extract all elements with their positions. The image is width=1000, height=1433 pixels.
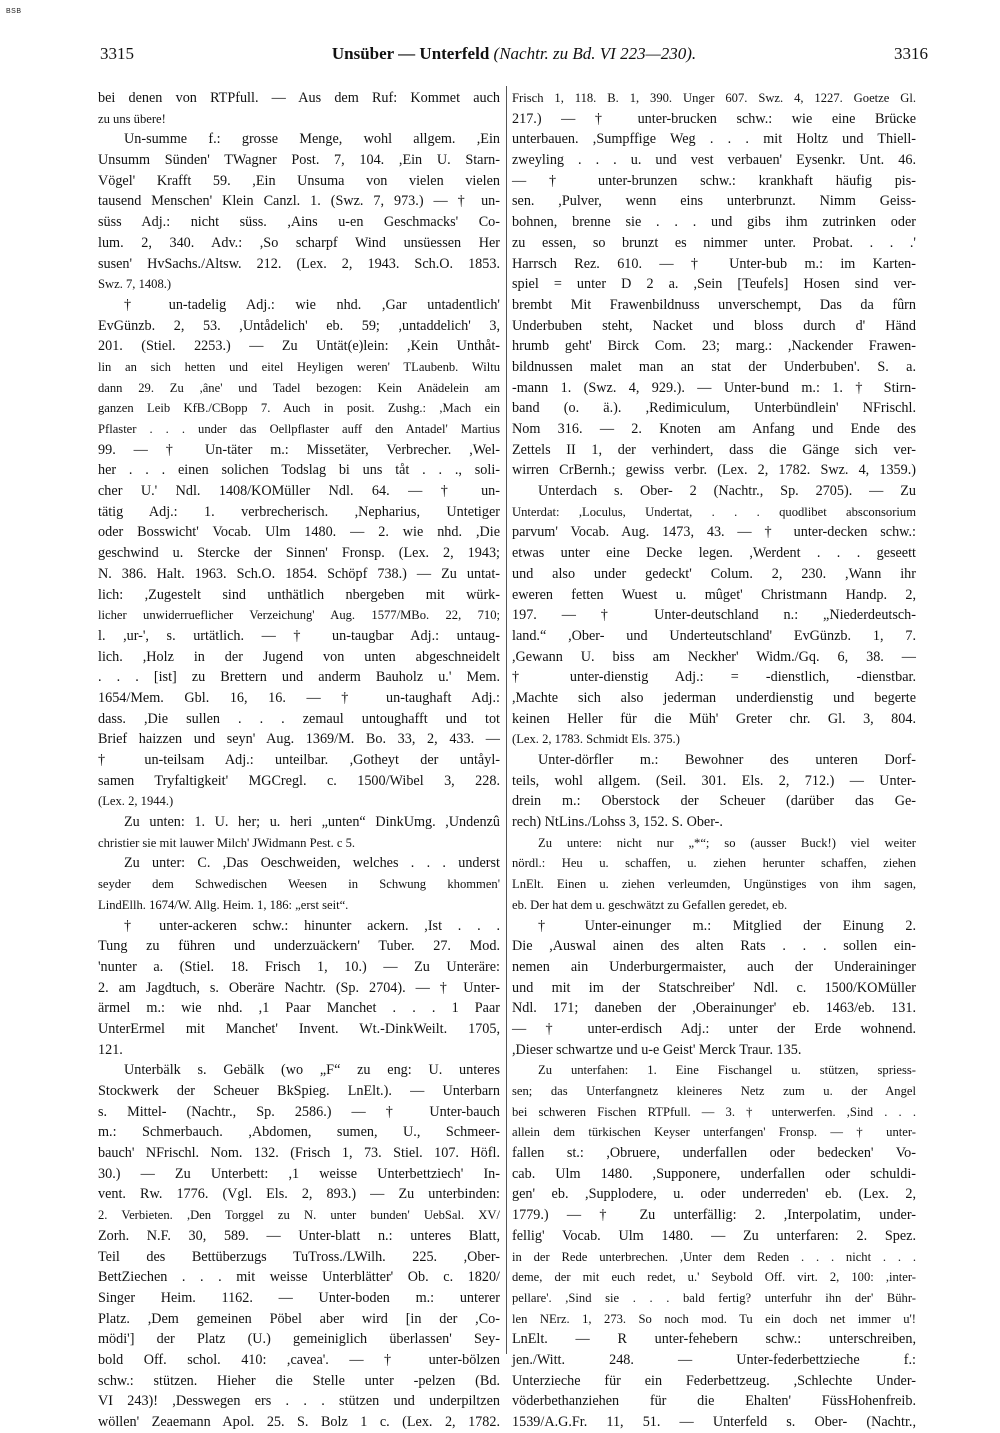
right-column-line: LnElt. — R unter-fehebern schw.: unterschreiben, <box>512 1331 916 1348</box>
left-column-line: 99. — † Un-täter m.: Missetäter, Verbrecher. ,Wel- <box>98 441 500 458</box>
left-column-line: Zu unten: 1. U. her; u. heri „unten“ DinkUmg. ,Undenzû <box>124 814 500 831</box>
left-column-line: vent. Rw. 1776. (Vgl. Els. 2, 893.) — Zu unterbinden: <box>98 1186 500 1203</box>
right-column-line: wirren CrBernh.; gewiss verbr. (Lex. 2, 1782. Swz. 4, 1359.) <box>512 462 916 479</box>
right-column-line: Unter-dörfler m.: Bewohner des unteren Dorf- <box>538 752 916 768</box>
left-column-line: wöllen' Zeaemann Apol. 25. S. Bolz 1 c. (Lex. 2, 1782. <box>98 1414 500 1430</box>
left-column-line: tausend Menschen' Klein Canzl. 1. (Swz. 7, 973.) — † un- <box>98 193 500 210</box>
left-column-line: 2. Verbieten. ,Den Torggel zu N. unter bunden' UebSal. XV/ <box>98 1208 500 1223</box>
right-column-line: Underbuben steht, Nacket und bloss durch d' Händ <box>512 317 916 334</box>
right-column-line: Zettels II 1, der verhindert, dass die Gänge sich ver- <box>512 441 916 458</box>
right-column-line: 1539/A.G.Fr. 11, 51. — Unterfeld s. Ober- (Nachtr., <box>512 1414 916 1430</box>
left-column-line: zu uns übere! <box>98 111 166 126</box>
left-column-line: schw.: stützen. Hieher die Stelle unter -pelzen (Bd. <box>98 1372 500 1389</box>
left-column-line: Stockwerk der Scheuer BkSpieg. LnElt.). — Unterbarn <box>98 1083 500 1099</box>
left-column-line: † un-teilsam Adj.: unteilbar. ,Gotheyt der untåyl- <box>98 752 500 768</box>
left-column-line: Tung zu führen und underzuäckern' Tuber. 27. Mod. <box>98 938 500 955</box>
left-column-line: cher U.' Ndl. 1408/KOMüller Ndl. 64. — † un- <box>98 483 500 500</box>
right-column-line: etwas unter eine Decke legen. ,Werdent . . . geseett <box>512 545 916 562</box>
right-column-line: pellare'. ,Sind sie . . . bald fertig? unterfuhr ihn der' Bühr- <box>512 1290 916 1305</box>
left-column-line: dann 29. Zu ,âne' und Tadel bezogen: Kein Anädelein am <box>98 380 500 395</box>
right-column-line: Unterdat: ,Loculus, Undertat, . . . quodlibet absconsorium <box>512 504 916 519</box>
right-column-line: ,Machte sich also jederman underdienstig und begerte <box>512 689 916 706</box>
left-column-line: bold Off. schol. 410: ,cavea'. — † unter-bölzen <box>98 1351 500 1368</box>
right-column-line: rech) NtLins./Lohss 3, 152. S. Ober-. <box>512 814 723 831</box>
left-column-line: ganzen Leib KfB./CBopp 7. Auch in posit. Zushg.: ,Mach ein <box>98 401 500 416</box>
left-column-line: Unterbälk s. Gebälk (wo „F“ zu eng: U. unteres <box>124 1062 500 1079</box>
left-column-line: Un-summe f.: grosse Menge, wohl allgem. ,Ein <box>124 131 500 148</box>
right-column-line: und also under gedeckt' Colum. 2, 230. ,Wann ihr <box>512 565 916 582</box>
right-column-line: fellig' Vocab. Ulm 1480. — Zu unterfaren: 2. Spez. <box>512 1227 916 1244</box>
left-column-line: susen' HvSachs./Altsw. 212. (Lex. 2, 1943. Sch.O. 1853. <box>98 255 500 272</box>
left-column-line: Unsumm Sünden' TWagner Post. 7, 104. ,Ein U. Starn- <box>98 152 500 169</box>
right-column-line: (Lex. 2, 1783. Schmidt Els. 375.) <box>512 732 680 747</box>
left-column-line: bauch' NFrischl. Nom. 132. (Frisch 1, 73. Stiel. 107. Höfl. <box>98 1145 500 1162</box>
right-column-line: nemen ain Underburgermaister, auch der Underaininger <box>512 958 916 975</box>
left-column-line: EvGünzb. 2, 53. ,Untådelich' eb. 59; ,untaddelich' 3, <box>98 317 500 334</box>
left-column-line: BettZiechen . . . mit weisse Unterblätter' Ob. c. 1820/ <box>98 1269 500 1286</box>
left-column-line: Platz. ,Dem gemeinen Pöbel aber wird [in der ,Co- <box>98 1310 500 1327</box>
right-column-line: eweren fetten Wuest u. mûget' Christmann Handp. 2, <box>512 586 916 603</box>
running-title-main: Unsüber — Unterfeld <box>331 44 490 63</box>
left-column-line: Vögel' Krafft 59. ,Ein Unsuma von vielen vielen <box>98 172 500 189</box>
left-column-line: . . . [ist] zu Brettern und anderm Bauholz u.' Mem. <box>98 669 500 686</box>
left-column-line: Swz. 7, 1408.) <box>98 277 172 292</box>
left-column-line: m.: Schmerbauch. ,Abdomen, sumen, U., Schmeer- <box>98 1124 500 1141</box>
left-column-line: UnterErmel mit Manchet' Invent. Wt.-DinkWeilt. 1705, <box>98 1020 500 1037</box>
left-column-line: lin an sich hetten und eitel Heyligen weren' TLaubenb. Wiltu <box>98 359 500 374</box>
right-column-line: fallen st.: ,Obruere, underfallen oder bedecken' Vo- <box>512 1145 916 1162</box>
left-column-line: VI 243)! ,Desswegen ers . . . stützen und underpiltzen <box>98 1393 500 1410</box>
right-column-line: eb. Der hat dem u. geschwätzt zu Gefallen geredet, eb. <box>512 897 788 912</box>
page-header <box>100 44 928 66</box>
left-column-line: l. ,ur-', s. urtätlich. — † un-taugbar Adj.: untaug- <box>98 627 500 644</box>
left-column-line: seyder dem Schwedischen Weesen in Schwung khommen' <box>98 877 500 892</box>
right-column-line: land.“ ,Ober- und Underteutschland' EvGünzb. 1, 7. <box>512 627 916 644</box>
right-column-line: len NErz. 1, 273. So noch mod. Tu ein doch net immer u'! <box>512 1311 916 1326</box>
right-column-line: — † unter-erdisch Adj.: unter der Erde wohnend. <box>512 1020 916 1037</box>
right-column-line: drein m.: Oberstock der Scheuer (darüber das Ge- <box>512 793 916 810</box>
right-column-line: zweyling . . . u. und vest verbauen' Eysenkr. Unt. 46. <box>512 152 916 169</box>
left-column-line: dass. ,Die sullen . . . zemaul untoughafft und tot <box>98 710 500 727</box>
left-column-line: geschwind u. Stercke der Sinnen' Fronsp. (Lex. 2, 1943; <box>98 545 500 562</box>
right-column-line: bei schweren Fischen RTPfull. — 3. † unterwerfen. ,Sind . . . <box>512 1104 916 1119</box>
left-column-line: oder Bosswicht' Vocab. Ulm 1480. — 2. wie nhd. ,Die <box>98 524 500 541</box>
left-column <box>98 88 500 1433</box>
right-column-line: gen' eb. ,Supplodere, u. oder underreden' eb. (Lex. 2, <box>512 1186 916 1203</box>
left-column-line: licher unwiderrueflicher Verzeichung' Aug. 1577/MBo. 22, 710; <box>98 608 500 623</box>
left-column-line: 30.) — Zu Unterbett: ,1 weisse Unterbettziech' In- <box>98 1165 500 1182</box>
right-column-line: Zu untere: nicht nur „*“; so (ausser Buck!) viel weiter <box>538 835 916 850</box>
left-column-line: Brief haizzen und seyn' Aug. 1369/M. Bo. 33, 2, 433. — <box>98 731 500 748</box>
right-column-line: brembt Mit Frawenbildnuss unverschempt, Das da fûrn <box>512 296 916 313</box>
right-column-line: Die ,Auswal ainen des alten Rats . . . sollen ein- <box>512 938 916 955</box>
right-column-line: unterbauen. ,Sumpffige Weg . . . mit Holtz und Thiell- <box>512 131 916 148</box>
left-column-line: 1654/Mem. Gbl. 16, 16. — † un-taughaft Adj.: <box>98 689 500 706</box>
right-column-line: hrumb geht' Birck Com. 23; marg.: ,Nackender Frawen- <box>512 338 916 355</box>
library-corner-mark: BSB <box>6 8 22 15</box>
left-column-line: tätig Adj.: 1. verbrecherisch. ,Nepharius, Untetiger <box>98 503 500 520</box>
left-column-line: Zorh. N.F. 30, 589. — Unter-blatt n.: unteres Blatt, <box>98 1227 500 1244</box>
left-column-line: ärmel m.: wie nhd. ,1 Paar Manchet . . . 1 Paar <box>98 1000 500 1017</box>
left-column-line: N. 386. Halt. 1963. Sch.O. 1854. Schöpf 738.) — Zu untat- <box>98 565 500 582</box>
left-column-line: 'nunter a. (Stiel. 18. Frisch 1, 10.) — Zu Unteräre: <box>98 958 500 975</box>
right-column-line: jen./Witt. 248. — Unter-federbettzieche f.: <box>512 1351 916 1368</box>
left-column-line: lich. ,Holz in der Jugend von unten abgeschneidelt <box>98 648 500 665</box>
right-column-line: † unter-dienstig Adj.: = -dienstlich, -dienstbar. <box>512 669 916 686</box>
right-column-line: nördl.: Heu u. schaffen, u. ziehen herunter schaffen, ziehen <box>512 856 916 871</box>
right-column-line: Ndl. 171; daneben der ,Oberainunger' eb. 1463/eb. 131. <box>512 1000 916 1017</box>
right-column-line: Unterzieche für ein Federbettzeug. ,Schlechte Under- <box>512 1372 916 1389</box>
right-column-line: deme, der mit euch redet, u.' Seybold Off. virt. 2, 100: ,inter- <box>512 1270 916 1285</box>
column-divider <box>506 86 507 1354</box>
right-column-line: 1779.) — † Zu unterfällig: 2. ,Interpolatim, under- <box>512 1207 916 1224</box>
right-column <box>512 88 916 1433</box>
right-column-line: Unterdach s. Ober- 2 (Nachtr., Sp. 2705). — Zu <box>538 483 916 500</box>
right-column-line: cab. Ulm 1480. ,Supponere, underfallen oder schuldi- <box>512 1165 916 1182</box>
right-column-line: und mit im der Statschreiber' Ndl. c. 1500/KOMüller <box>512 979 916 996</box>
right-column-line: keinen Heller für die Müh' Greter chr. Gl. 3, 804. <box>512 710 916 727</box>
left-column-line: LindEllh. 1674/W. Allg. Heim. 1, 186: „erst seit“. <box>98 897 349 912</box>
left-column-line: mödi'] der Platz (U.) gemeiniglich überlassen' Sey- <box>98 1331 500 1348</box>
right-column-line: vöderbethanziehen für die Ehalten' FüssHohenfreib. <box>512 1393 916 1410</box>
left-column-line: (Lex. 2, 1944.) <box>98 794 174 809</box>
left-column-line: Teil des Bettüberzugs TuTross./LWilh. 225. ,Ober- <box>98 1248 500 1265</box>
left-column-line: s. Mittel- (Nachtr., Sp. 2586.) — † Unter-bauch <box>98 1103 500 1120</box>
right-column-line: Nom 316. — 2. Knoten am Anfang und Ende des <box>512 421 916 437</box>
left-column-line: † un-tadelig Adj.: wie nhd. ,Gar untadentlich' <box>124 296 500 313</box>
right-column-line: band (o. ä.). ,Redimiculum, Unterbündlein' NFrischl. <box>512 400 916 417</box>
left-column-line: her . . . einen solichen Todslag bi uns tåt . . ., soli- <box>98 462 500 479</box>
right-column-line: — † unter-brunzen schw.: krankhaft häufig pis- <box>512 172 916 189</box>
running-title-note: (Nachtr. zu Bd. VI 223—230). <box>493 44 697 63</box>
left-column-line: 201. (Stiel. 2253.) — Zu Untät(e)lein: ,Kein Unthåt- <box>98 338 500 355</box>
right-column-line: bildnussen malet man an stat der Underbuben'. S. a. <box>512 358 916 375</box>
left-column-line: 2. am Jagdtuch, s. Oberäre Nachtr. (Sp. 2704). — † Unter- <box>98 979 500 996</box>
right-column-line: Frisch 1, 118. B. 1, 390. Unger 607. Swz. 4, 1227. Goetze Gl. <box>512 91 916 105</box>
left-column-line: Pflaster . . . under das Oellpflaster auff den Antadel' Martius <box>98 422 500 436</box>
right-column-line: parvum' Vocab. Aug. 1473, 43. — † unter-decken schw.: <box>512 524 916 541</box>
left-column-line: lum. 2, 340. Adv.: ,So scharpf Wind unsüessen Her <box>98 234 500 251</box>
left-column-line: † unter-ackeren schw.: hinunter ackern. ,Ist . . . <box>124 917 500 934</box>
right-column-line: -mann 1. (Swz. 4, 929.). — Unter-bund m.: 1. † Stirn- <box>512 379 916 396</box>
right-column-line: teils, wohl allgem. (Seil. 301. Els. 2, 712.) — Unter- <box>512 772 916 789</box>
right-column-line: LnElt. Einen u. ziehen verleumden, Ungünstiges von ihm sagen, <box>512 877 916 892</box>
right-column-line: Zu unterfahen: 1. Eine Fischangel u. stützen, spriess- <box>538 1063 916 1078</box>
left-column-line: Zu unter: C. ,Das Oeschweiden, welches . . . underst <box>124 855 500 872</box>
left-column-line: 121. <box>98 1041 123 1058</box>
right-column-line: 217.) — † unter-brucken schw.: wie eine Brücke <box>512 110 916 127</box>
left-column-line: süss Adj.: nicht süss. ,Ains u-en Geschmacks' Co- <box>98 214 500 231</box>
right-column-line: bohnen, brenne sie . . . und gibs ihm zutrinken oder <box>512 214 916 231</box>
right-column-line: ,Gewann U. biss am Neckher' Widm./Gq. 6, 38. — <box>512 648 916 665</box>
running-title <box>100 44 928 64</box>
right-column-line: Harrsch Rez. 610. — † Unter-bub m.: im Karten- <box>512 255 916 272</box>
right-column-line: 197. — † Unter-deutschland n.: „Niederdeutsch- <box>512 607 916 624</box>
left-column-line: bei denen von RTPfull. — Aus dem Ruf: Kommet auch <box>98 90 500 106</box>
page-number-left: 3315 <box>100 44 134 63</box>
left-column-line: christier sie mit lauwer Milch' JWidmann Pest. c 5. <box>98 835 356 850</box>
right-column-line: zu essen, so brunzt es nimmer unter. Probat. . . .' <box>512 234 916 251</box>
right-column-line: † Unter-einunger m.: Mitglied der Einung 2. <box>538 917 916 934</box>
left-column-line: Singer Heim. 1162. — Unter-boden m.: unterer <box>98 1289 500 1306</box>
right-column-line: sen; das Unterfangnetz kleineres Netz zum u. der Angel <box>512 1084 916 1098</box>
page-number-right: 3316 <box>894 44 928 63</box>
left-column-line: samen Tryfaltigkeit' MGCregl. c. 1500/Wibel 3, 228. <box>98 772 500 789</box>
left-column-line: lich: ,Zugestelt sind unthätlich nbergeben mit würk- <box>98 586 500 603</box>
right-column-line: spiel = unter D 2 a. ,Sein [Teufels] Hosen sind ver- <box>512 276 916 293</box>
right-column-line: sen. ,Pulver, wenn eins unterbrunzt. Nimm Geiss- <box>512 193 916 210</box>
right-column-line: ,Dieser schwartze und u-e Geist' Merck Traur. 135. <box>512 1041 802 1058</box>
right-column-line: allein dem türkischen Keyser unterfangen' Fronsp. — † unter- <box>512 1125 916 1140</box>
right-column-line: in der Rede unterbrechen. ,Unter dem Reden . . . nicht . . . <box>512 1249 916 1264</box>
